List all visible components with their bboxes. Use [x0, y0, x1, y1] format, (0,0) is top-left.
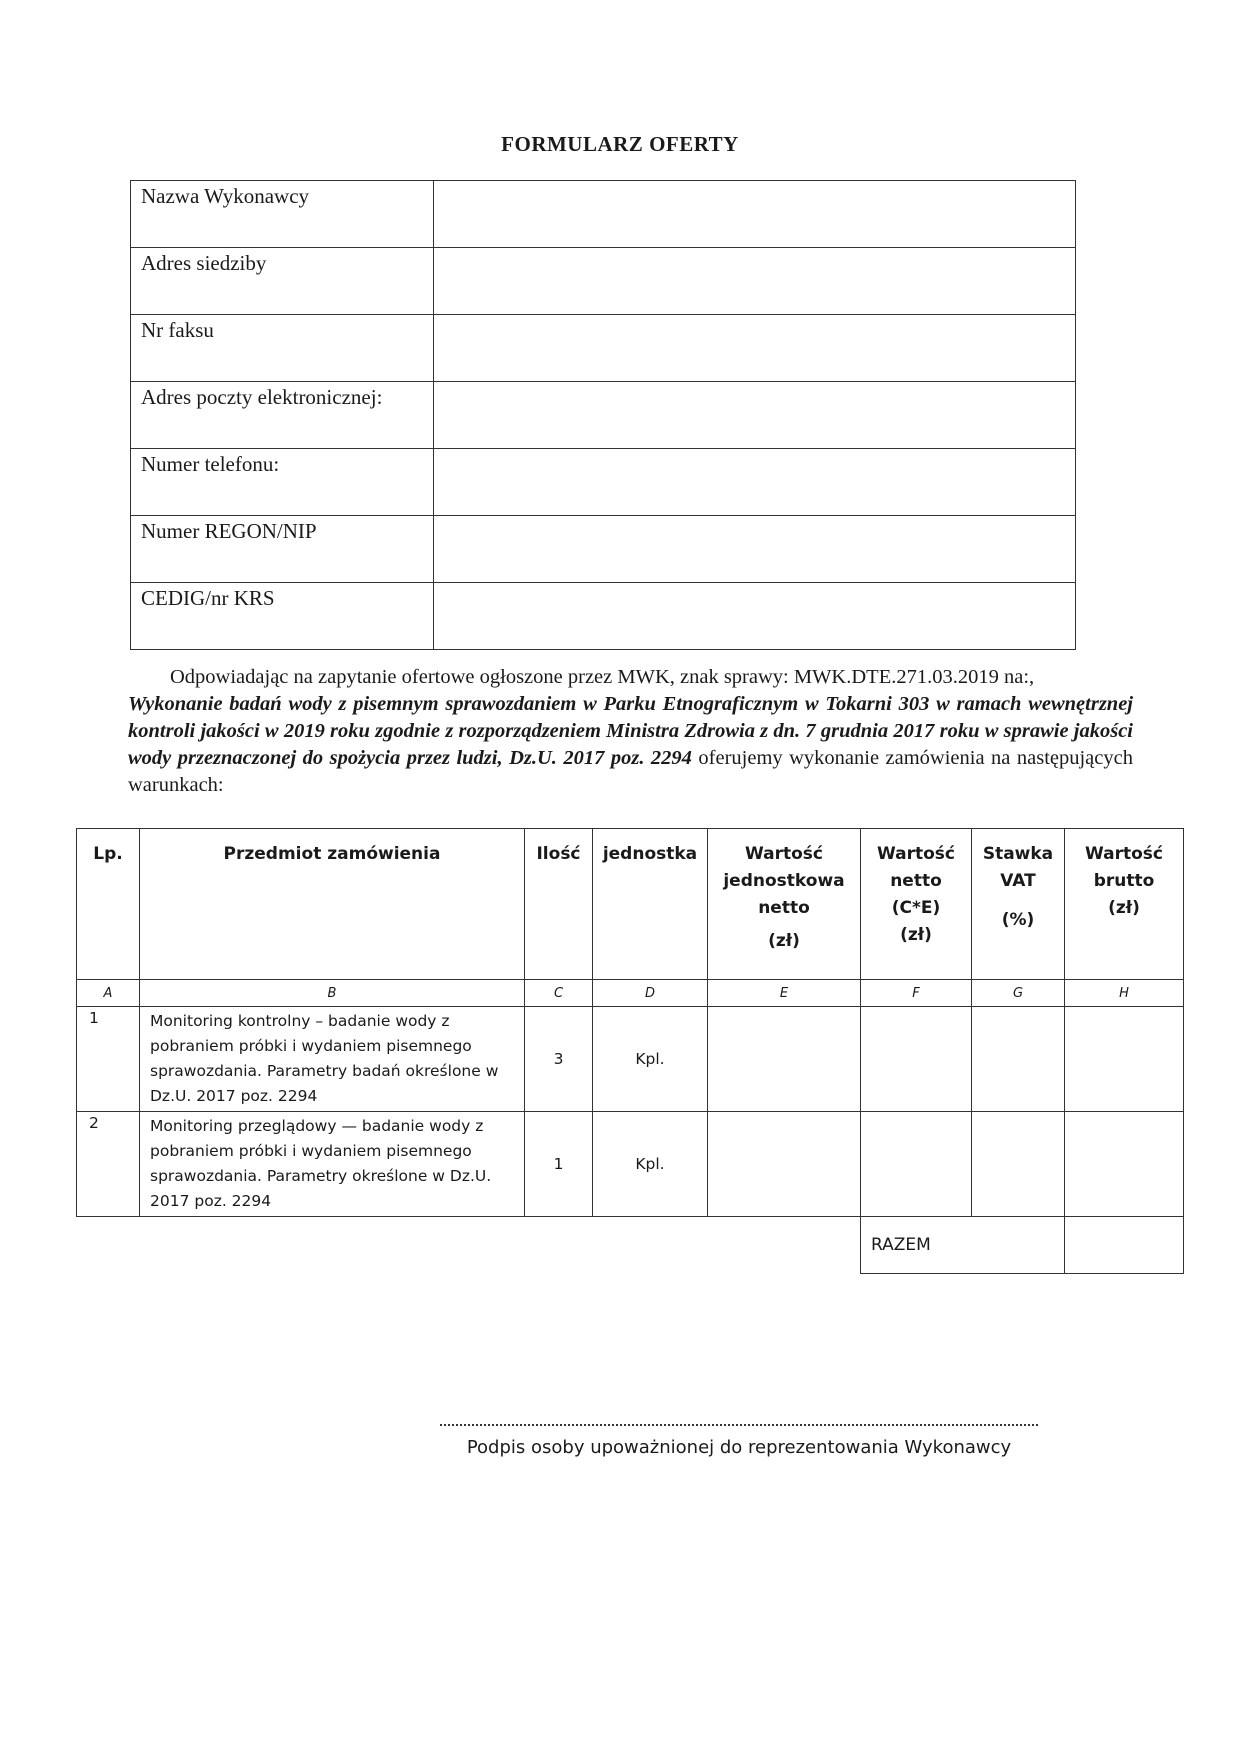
intro-paragraph	[128, 664, 1133, 799]
contractor-row-krs	[131, 583, 1076, 650]
row-lp: 1	[77, 1007, 140, 1112]
column-letter: E	[708, 980, 861, 1007]
header-vat-line2: VAT	[1000, 871, 1036, 891]
header-net-line3: (C*E)	[891, 898, 941, 918]
row-gross-field[interactable]	[1065, 1112, 1184, 1217]
contractor-address-label: Adres siedziby	[131, 248, 434, 315]
contractor-name-field[interactable]	[434, 181, 1076, 248]
total-value-field[interactable]	[1065, 1217, 1184, 1274]
contractor-row-phone	[131, 449, 1076, 516]
header-vat	[972, 829, 1065, 980]
header-net-line4: (zł)	[900, 925, 932, 945]
row-unit-net-field[interactable]	[708, 1007, 861, 1112]
row-qty: 1	[525, 1112, 593, 1217]
row-description: Monitoring przeglądowy — badanie wody z pobraniem próbki i wydaniem pisemnego sprawozdania. Parametry określone w Dz.U. 2017 poz. 2294	[140, 1112, 525, 1217]
column-letter: G	[972, 980, 1065, 1007]
column-letter: A	[77, 980, 140, 1007]
contractor-details-table	[130, 180, 1076, 650]
header-unit-net-line1: Wartość	[744, 844, 823, 864]
contractor-regon-field[interactable]	[434, 516, 1076, 583]
column-letter: D	[593, 980, 708, 1007]
header-unit-net-line4: (zł)	[768, 931, 800, 951]
column-letter: F	[861, 980, 972, 1007]
intro-subject: Wykonanie badań wody z pisemnym sprawozdaniem w Parku Etnograficznym w Tokarni 303 w ramach wewnętrznej kontroli jakości w 2019 roku zgodnie z rozporządzeniem Ministra Zdrowia z dn. 7 grudnia 2017 roku w sprawie jakości wody przeznaczonej do spożycia przez ludzi, Dz.U. 2017 poz. 2294	[128, 693, 1133, 769]
intro-lead: Odpowiadając na zapytanie ofertowe ogłoszone przez MWK, znak sprawy: MWK.DTE.271.03.2019 na:,	[170, 666, 1035, 688]
total-spacer	[77, 1217, 861, 1274]
row-description: Monitoring kontrolny – badanie wody z pobraniem próbki i wydaniem pisemnego sprawozdania. Parametry badań określone w Dz.U. 2017 poz. 2294	[140, 1007, 525, 1112]
column-letter: H	[1065, 980, 1184, 1007]
contractor-row-regon	[131, 516, 1076, 583]
header-vat-line3: (%)	[1001, 910, 1035, 930]
contractor-row-address	[131, 248, 1076, 315]
row-unit: Kpl.	[593, 1007, 708, 1112]
header-unit-net	[708, 829, 861, 980]
contractor-phone-label: Numer telefonu:	[131, 449, 434, 516]
contractor-phone-field[interactable]	[434, 449, 1076, 516]
intro-tail: oferujemy wykonanie zamówienia na następujących warunkach:	[128, 747, 1133, 796]
contractor-krs-field[interactable]	[434, 583, 1076, 650]
header-unit: jednostka	[593, 829, 708, 980]
column-letter-row	[77, 980, 1184, 1007]
offer-table	[76, 828, 1184, 1274]
header-gross	[1065, 829, 1184, 980]
header-net-line1: Wartość	[876, 844, 955, 864]
document-title: FORMULARZ OFERTY	[501, 132, 739, 156]
row-net-field[interactable]	[861, 1007, 972, 1112]
row-unit: Kpl.	[593, 1112, 708, 1217]
contractor-email-field[interactable]	[434, 382, 1076, 449]
column-letter: C	[525, 980, 593, 1007]
contractor-email-label: Adres poczty elektronicznej:	[131, 382, 434, 449]
row-lp: 2	[77, 1112, 140, 1217]
contractor-regon-label: Numer REGON/NIP	[131, 516, 434, 583]
header-gross-line1: Wartość	[1084, 844, 1163, 864]
header-qty: Ilość	[525, 829, 593, 980]
header-unit-net-line2: jednostkowa	[723, 871, 845, 891]
row-unit-net-field[interactable]	[708, 1112, 861, 1217]
offer-header-row	[77, 829, 1184, 980]
signature-line	[440, 1424, 1038, 1426]
table-row	[77, 1007, 1184, 1112]
contractor-fax-label: Nr faksu	[131, 315, 434, 382]
row-net-field[interactable]	[861, 1112, 972, 1217]
header-vat-line1: Stawka	[982, 844, 1054, 864]
total-label: RAZEM	[861, 1217, 1065, 1274]
header-unit-net-line3: netto	[758, 898, 810, 918]
contractor-name-label: Nazwa Wykonawcy	[131, 181, 434, 248]
contractor-row-email	[131, 382, 1076, 449]
contractor-row-fax	[131, 315, 1076, 382]
header-gross-line2: brutto	[1093, 871, 1155, 891]
contractor-fax-field[interactable]	[434, 315, 1076, 382]
header-subject: Przedmiot zamówienia	[140, 829, 525, 980]
row-vat-field[interactable]	[972, 1007, 1065, 1112]
header-lp: Lp.	[77, 829, 140, 980]
header-gross-line3: (zł)	[1108, 898, 1140, 918]
contractor-krs-label: CEDIG/nr KRS	[131, 583, 434, 650]
row-gross-field[interactable]	[1065, 1007, 1184, 1112]
header-net-line2: netto	[890, 871, 942, 891]
column-letter: B	[140, 980, 525, 1007]
contractor-address-field[interactable]	[434, 248, 1076, 315]
signature-label: Podpis osoby upoważnionej do reprezentowania Wykonawcy	[466, 1437, 1012, 1458]
table-row	[77, 1112, 1184, 1217]
row-vat-field[interactable]	[972, 1112, 1065, 1217]
row-qty: 3	[525, 1007, 593, 1112]
header-net	[861, 829, 972, 980]
total-row	[77, 1217, 1184, 1274]
contractor-row-name	[131, 181, 1076, 248]
